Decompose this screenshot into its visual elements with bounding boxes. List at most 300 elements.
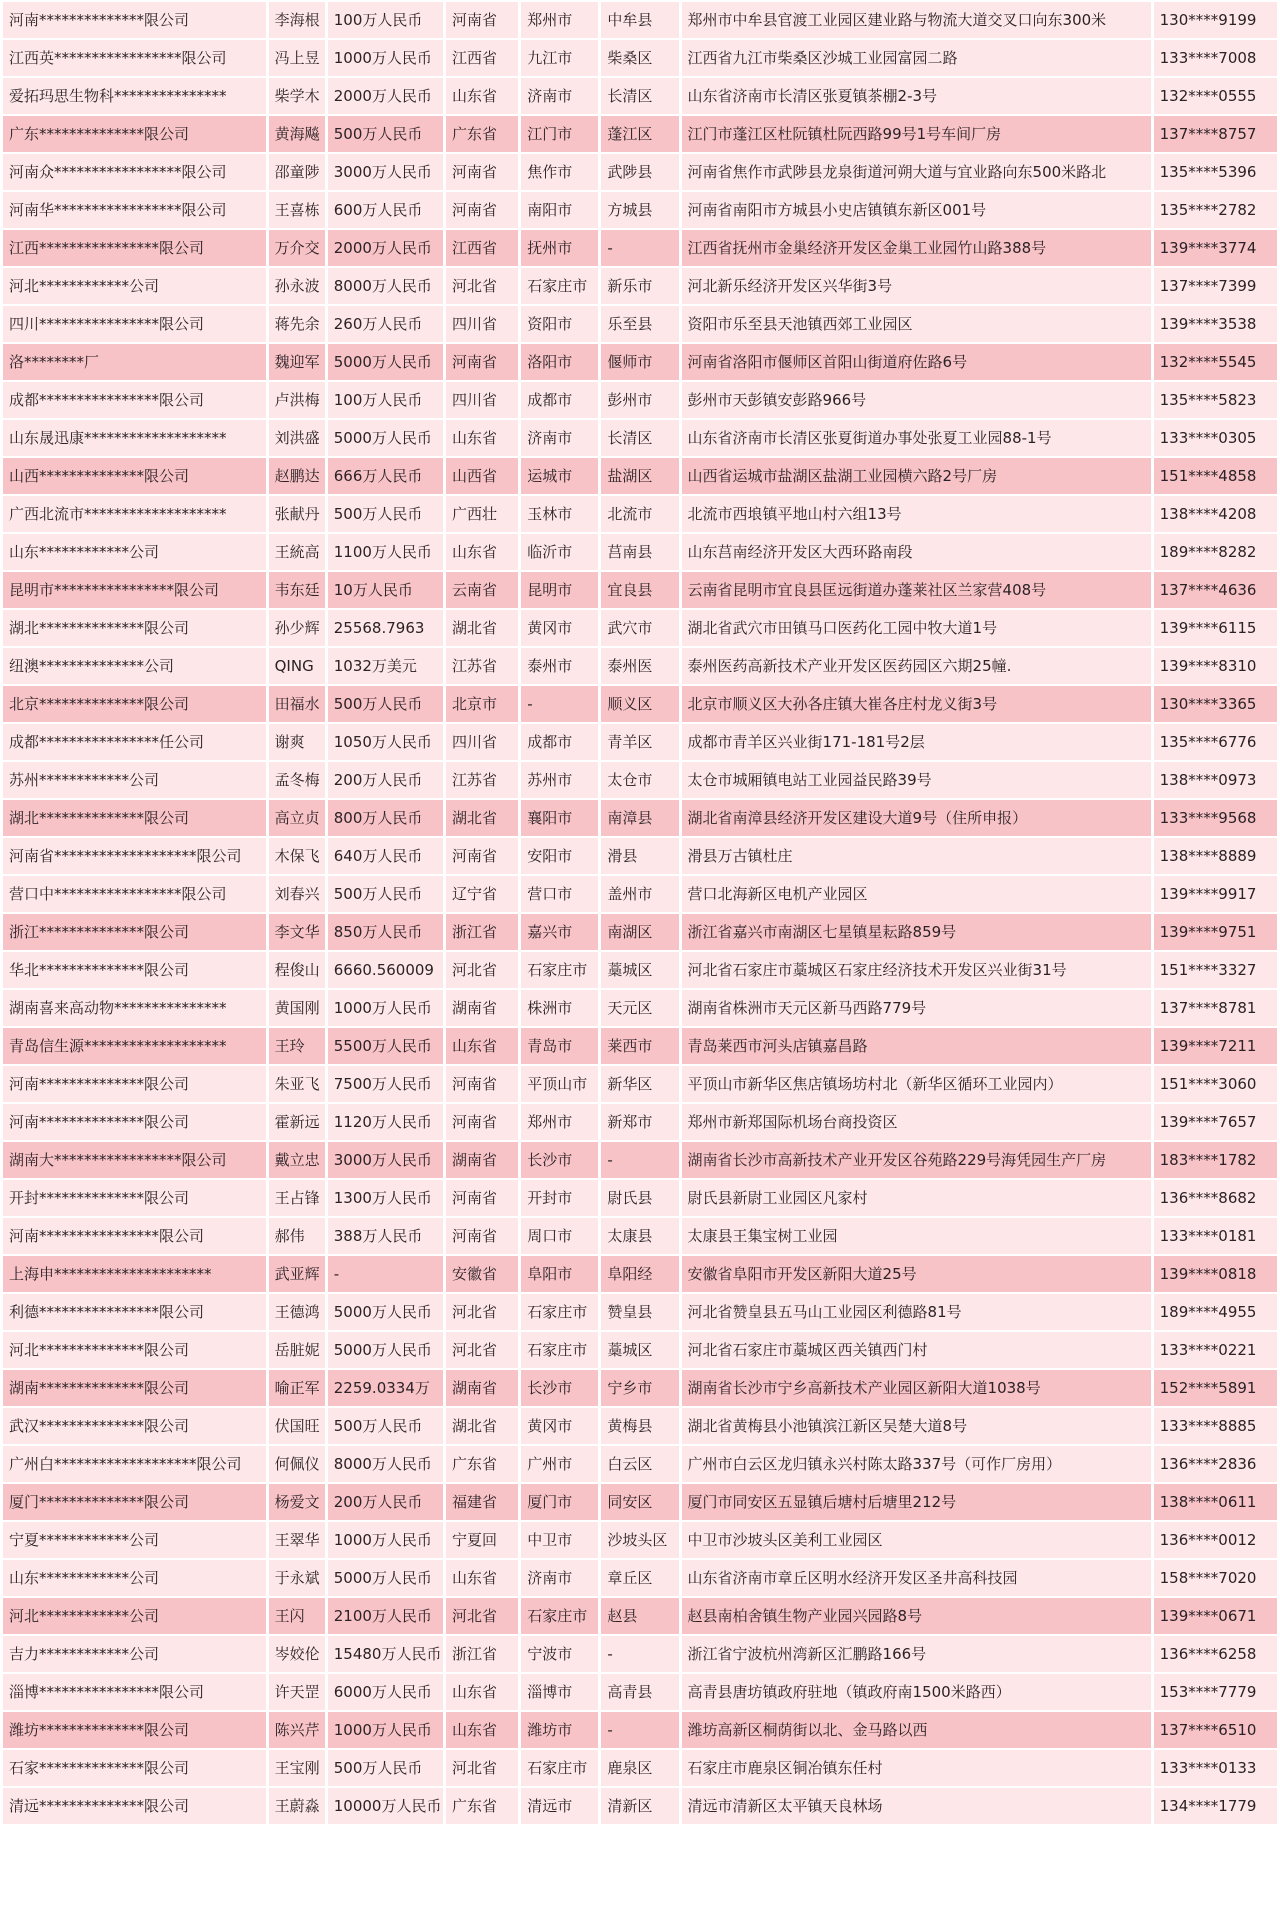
table-row xyxy=(3,686,1277,722)
table-row xyxy=(3,458,1277,494)
cell-registered-capital: 1050万人民币 xyxy=(328,724,443,760)
cell-province: 安徽省 xyxy=(446,1256,518,1292)
cell-registered-capital: 100万人民币 xyxy=(328,382,443,418)
cell-legal-person: 邵童陟 xyxy=(269,154,325,190)
cell-registered-capital: 5000万人民币 xyxy=(328,344,443,380)
cell-district: 宜良县 xyxy=(601,572,678,608)
cell-legal-person: 伏国旺 xyxy=(269,1408,325,1444)
cell-district: 偃师市 xyxy=(601,344,678,380)
cell-address: 北京市顺义区大孙各庄镇大崔各庄村龙义街3号 xyxy=(682,686,1151,722)
cell-company-name: 河北**************限公司 xyxy=(3,1332,266,1368)
cell-city: 淄博市 xyxy=(521,1674,598,1710)
cell-legal-person: 朱亚飞 xyxy=(269,1066,325,1102)
cell-address: 湖北省武穴市田镇马口医药化工园中牧大道1号 xyxy=(682,610,1151,646)
cell-city: 周口市 xyxy=(521,1218,598,1254)
cell-phone: 139****8310 xyxy=(1154,648,1277,684)
cell-company-name: 广西北流市******************* xyxy=(3,496,266,532)
table-row xyxy=(3,1142,1277,1178)
cell-city: 潍坊市 xyxy=(521,1712,598,1748)
cell-province: 山东省 xyxy=(446,1674,518,1710)
cell-province: 河南省 xyxy=(446,1218,518,1254)
cell-city: 长沙市 xyxy=(521,1142,598,1178)
cell-province: 湖南省 xyxy=(446,1142,518,1178)
cell-legal-person: 于永斌 xyxy=(269,1560,325,1596)
cell-province: 河北省 xyxy=(446,268,518,304)
cell-province: 湖北省 xyxy=(446,610,518,646)
cell-city: 抚州市 xyxy=(521,230,598,266)
cell-legal-person: 黄国刚 xyxy=(269,990,325,1026)
cell-registered-capital: - xyxy=(328,1256,443,1292)
cell-address: 厦门市同安区五显镇后塘村后塘里212号 xyxy=(682,1484,1151,1520)
cell-registered-capital: 5000万人民币 xyxy=(328,420,443,456)
cell-phone: 136****8682 xyxy=(1154,1180,1277,1216)
cell-legal-person: 王德鸿 xyxy=(269,1294,325,1330)
table-row xyxy=(3,496,1277,532)
cell-district: 尉氏县 xyxy=(601,1180,678,1216)
cell-legal-person: 王翠华 xyxy=(269,1522,325,1558)
cell-address: 平顶山市新华区焦店镇场坊村北（新华区循环工业园内） xyxy=(682,1066,1151,1102)
cell-city: 成都市 xyxy=(521,724,598,760)
cell-company-name: 湖北**************限公司 xyxy=(3,800,266,836)
cell-address: 湖南省长沙市宁乡高新技术产业园区新阳大道1038号 xyxy=(682,1370,1151,1406)
cell-registered-capital: 5500万人民币 xyxy=(328,1028,443,1064)
cell-province: 湖南省 xyxy=(446,990,518,1026)
cell-district: 彭州市 xyxy=(601,382,678,418)
cell-address: 滑县万古镇杜庄 xyxy=(682,838,1151,874)
cell-district: 南漳县 xyxy=(601,800,678,836)
cell-registered-capital: 1100万人民币 xyxy=(328,534,443,570)
cell-legal-person: 岳脏妮 xyxy=(269,1332,325,1368)
cell-phone: 183****1782 xyxy=(1154,1142,1277,1178)
cell-address: 山东省济南市章丘区明水经济开发区圣井高科技园 xyxy=(682,1560,1151,1596)
cell-phone: 139****9751 xyxy=(1154,914,1277,950)
cell-registered-capital: 200万人民币 xyxy=(328,1484,443,1520)
cell-company-name: 潍坊**************限公司 xyxy=(3,1712,266,1748)
table-row xyxy=(3,1674,1277,1710)
cell-phone: 137****7399 xyxy=(1154,268,1277,304)
cell-province: 山东省 xyxy=(446,1028,518,1064)
table-row xyxy=(3,1028,1277,1064)
cell-province: 江西省 xyxy=(446,40,518,76)
cell-legal-person: 魏迎军 xyxy=(269,344,325,380)
cell-province: 河北省 xyxy=(446,1332,518,1368)
cell-city: 南阳市 xyxy=(521,192,598,228)
cell-city: 九江市 xyxy=(521,40,598,76)
cell-address: 河北新乐经济开发区兴华街3号 xyxy=(682,268,1151,304)
cell-phone: 133****8885 xyxy=(1154,1408,1277,1444)
cell-registered-capital: 260万人民币 xyxy=(328,306,443,342)
table-row xyxy=(3,1636,1277,1672)
cell-company-name: 昆明市****************限公司 xyxy=(3,572,266,608)
cell-legal-person: 赵鹏达 xyxy=(269,458,325,494)
table-row xyxy=(3,762,1277,798)
cell-company-name: 浙江**************限公司 xyxy=(3,914,266,950)
cell-district: - xyxy=(601,230,678,266)
cell-legal-person: 木保飞 xyxy=(269,838,325,874)
cell-address: 北流市西埌镇平地山村六组13号 xyxy=(682,496,1151,532)
cell-registered-capital: 500万人民币 xyxy=(328,1750,443,1786)
cell-legal-person: 万介交 xyxy=(269,230,325,266)
cell-city: 济南市 xyxy=(521,78,598,114)
cell-province: 湖北省 xyxy=(446,1408,518,1444)
cell-phone: 189****4955 xyxy=(1154,1294,1277,1330)
cell-phone: 132****0555 xyxy=(1154,78,1277,114)
cell-phone: 135****2782 xyxy=(1154,192,1277,228)
cell-district: 武陟县 xyxy=(601,154,678,190)
cell-city: 青岛市 xyxy=(521,1028,598,1064)
cell-address: 湖北省黄梅县小池镇滨江新区吴楚大道8号 xyxy=(682,1408,1151,1444)
cell-legal-person: 韦东廷 xyxy=(269,572,325,608)
cell-phone: 135****5396 xyxy=(1154,154,1277,190)
cell-phone: 133****0181 xyxy=(1154,1218,1277,1254)
cell-city: 玉林市 xyxy=(521,496,598,532)
cell-province: 江苏省 xyxy=(446,648,518,684)
cell-district: 盖州市 xyxy=(601,876,678,912)
cell-legal-person: 戴立忠 xyxy=(269,1142,325,1178)
cell-legal-person: 杨爱文 xyxy=(269,1484,325,1520)
cell-address: 河北省赞皇县五马山工业园区利德路81号 xyxy=(682,1294,1151,1330)
cell-province: 浙江省 xyxy=(446,1636,518,1672)
cell-company-name: 成都****************任公司 xyxy=(3,724,266,760)
cell-province: 山东省 xyxy=(446,1560,518,1596)
cell-legal-person: 郝伟 xyxy=(269,1218,325,1254)
cell-district: 顺义区 xyxy=(601,686,678,722)
cell-phone: 139****0818 xyxy=(1154,1256,1277,1292)
cell-province: 四川省 xyxy=(446,724,518,760)
cell-legal-person: 李文华 xyxy=(269,914,325,950)
cell-phone: 137****4636 xyxy=(1154,572,1277,608)
table-row xyxy=(3,1066,1277,1102)
cell-legal-person: 陈兴芹 xyxy=(269,1712,325,1748)
cell-legal-person: 冯上昱 xyxy=(269,40,325,76)
cell-legal-person: 黄海飚 xyxy=(269,116,325,152)
cell-city: 石家庄市 xyxy=(521,952,598,988)
table-row xyxy=(3,230,1277,266)
cell-address: 江门市蓬江区杜阮镇杜阮西路99号1号车间厂房 xyxy=(682,116,1151,152)
cell-district: - xyxy=(601,1712,678,1748)
cell-city: 株洲市 xyxy=(521,990,598,1026)
cell-legal-person: 王喜栋 xyxy=(269,192,325,228)
cell-city: 临沂市 xyxy=(521,534,598,570)
cell-registered-capital: 2000万人民币 xyxy=(328,78,443,114)
cell-district: 太康县 xyxy=(601,1218,678,1254)
cell-phone: 138****8889 xyxy=(1154,838,1277,874)
cell-company-name: 厦门**************限公司 xyxy=(3,1484,266,1520)
cell-city: 资阳市 xyxy=(521,306,598,342)
cell-province: 辽宁省 xyxy=(446,876,518,912)
cell-province: 山东省 xyxy=(446,78,518,114)
cell-phone: 152****5891 xyxy=(1154,1370,1277,1406)
cell-phone: 151****4858 xyxy=(1154,458,1277,494)
cell-province: 河南省 xyxy=(446,192,518,228)
cell-address: 尉氏县新尉工业园区凡家村 xyxy=(682,1180,1151,1216)
cell-phone: 158****7020 xyxy=(1154,1560,1277,1596)
table-row xyxy=(3,268,1277,304)
cell-city: 长沙市 xyxy=(521,1370,598,1406)
cell-legal-person: 孟冬梅 xyxy=(269,762,325,798)
cell-company-name: 河南省*******************限公司 xyxy=(3,838,266,874)
cell-registered-capital: 500万人民币 xyxy=(328,496,443,532)
cell-legal-person: 柴学木 xyxy=(269,78,325,114)
cell-registered-capital: 850万人民币 xyxy=(328,914,443,950)
table-row xyxy=(3,1218,1277,1254)
cell-city: 济南市 xyxy=(521,1560,598,1596)
cell-registered-capital: 7500万人民币 xyxy=(328,1066,443,1102)
cell-province: 山西省 xyxy=(446,458,518,494)
table-row xyxy=(3,724,1277,760)
cell-province: 江苏省 xyxy=(446,762,518,798)
cell-district: 赵县 xyxy=(601,1598,678,1634)
cell-phone: 136****6258 xyxy=(1154,1636,1277,1672)
cell-registered-capital: 500万人民币 xyxy=(328,1408,443,1444)
cell-phone: 133****7008 xyxy=(1154,40,1277,76)
cell-district: 乐至县 xyxy=(601,306,678,342)
cell-legal-person: 刘洪盛 xyxy=(269,420,325,456)
table-row xyxy=(3,116,1277,152)
cell-city: 石家庄市 xyxy=(521,1598,598,1634)
cell-address: 郑州市中牟县官渡工业园区建业路与物流大道交叉口向东300米 xyxy=(682,2,1151,38)
cell-company-name: 开封**************限公司 xyxy=(3,1180,266,1216)
cell-phone: 137****8781 xyxy=(1154,990,1277,1026)
cell-city: 郑州市 xyxy=(521,2,598,38)
cell-registered-capital: 500万人民币 xyxy=(328,686,443,722)
cell-city: 安阳市 xyxy=(521,838,598,874)
cell-address: 河南省南阳市方城县小史店镇镇东新区001号 xyxy=(682,192,1151,228)
cell-address: 太仓市城厢镇电站工业园益民路39号 xyxy=(682,762,1151,798)
table-row xyxy=(3,1370,1277,1406)
cell-phone: 130****3365 xyxy=(1154,686,1277,722)
cell-address: 太康县王集宝树工业园 xyxy=(682,1218,1151,1254)
cell-city: 广州市 xyxy=(521,1446,598,1482)
cell-company-name: 华北**************限公司 xyxy=(3,952,266,988)
table-row xyxy=(3,1180,1277,1216)
cell-province: 湖南省 xyxy=(446,1370,518,1406)
cell-city: 济南市 xyxy=(521,420,598,456)
cell-registered-capital: 3000万人民币 xyxy=(328,1142,443,1178)
cell-city: 运城市 xyxy=(521,458,598,494)
cell-city: 中卫市 xyxy=(521,1522,598,1558)
cell-district: 赞皇县 xyxy=(601,1294,678,1330)
cell-registered-capital: 200万人民币 xyxy=(328,762,443,798)
cell-address: 泰州医药高新技术产业开发区医药园区六期25幢. xyxy=(682,648,1151,684)
cell-district: 宁乡市 xyxy=(601,1370,678,1406)
cell-phone: 133****0133 xyxy=(1154,1750,1277,1786)
table-row xyxy=(3,1522,1277,1558)
cell-city: 成都市 xyxy=(521,382,598,418)
cell-registered-capital: 6660.560009 xyxy=(328,952,443,988)
cell-province: 广西壮 xyxy=(446,496,518,532)
cell-company-name: 湖北**************限公司 xyxy=(3,610,266,646)
table-row xyxy=(3,1332,1277,1368)
cell-registered-capital: 5000万人民币 xyxy=(328,1332,443,1368)
table-row xyxy=(3,306,1277,342)
cell-address: 石家庄市鹿泉区铜冶镇东任村 xyxy=(682,1750,1151,1786)
cell-legal-person: 程俊山 xyxy=(269,952,325,988)
cell-district: 南湖区 xyxy=(601,914,678,950)
cell-city: 石家庄市 xyxy=(521,1332,598,1368)
table-row xyxy=(3,1104,1277,1140)
cell-district: 青羊区 xyxy=(601,724,678,760)
cell-phone: 138****0611 xyxy=(1154,1484,1277,1520)
cell-address: 成都市青羊区兴业街171-181号2层 xyxy=(682,724,1151,760)
cell-registered-capital: 25568.7963 xyxy=(328,610,443,646)
cell-address: 彭州市天彭镇安彭路966号 xyxy=(682,382,1151,418)
cell-company-name: 四川****************限公司 xyxy=(3,306,266,342)
cell-province: 云南省 xyxy=(446,572,518,608)
cell-legal-person: 孙永波 xyxy=(269,268,325,304)
cell-address: 湖南省株洲市天元区新马西路779号 xyxy=(682,990,1151,1026)
cell-company-name: 山东晟迅康******************* xyxy=(3,420,266,456)
cell-city: 石家庄市 xyxy=(521,1750,598,1786)
cell-province: 河南省 xyxy=(446,154,518,190)
cell-phone: 134****1779 xyxy=(1154,1788,1277,1824)
cell-province: 河南省 xyxy=(446,344,518,380)
cell-registered-capital: 1000万人民币 xyxy=(328,40,443,76)
cell-legal-person: 刘春兴 xyxy=(269,876,325,912)
cell-company-name: 爱拓玛思生物科*************** xyxy=(3,78,266,114)
cell-district: 新郑市 xyxy=(601,1104,678,1140)
cell-registered-capital: 600万人民币 xyxy=(328,192,443,228)
table-row xyxy=(3,344,1277,380)
cell-company-name: 成都****************限公司 xyxy=(3,382,266,418)
cell-address: 河南省焦作市武陟县龙泉街道河朔大道与宜业路向东500米路北 xyxy=(682,154,1151,190)
cell-company-name: 江西英*****************限公司 xyxy=(3,40,266,76)
cell-province: 北京市 xyxy=(446,686,518,722)
cell-address: 赵县南柏舍镇生物产业园兴园路8号 xyxy=(682,1598,1151,1634)
cell-city: 黄冈市 xyxy=(521,610,598,646)
table-row xyxy=(3,154,1277,190)
cell-legal-person: 许天罡 xyxy=(269,1674,325,1710)
cell-company-name: 河南**************限公司 xyxy=(3,1066,266,1102)
cell-address: 浙江省嘉兴市南湖区七星镇星耘路859号 xyxy=(682,914,1151,950)
cell-phone: 153****7779 xyxy=(1154,1674,1277,1710)
cell-district: 莒南县 xyxy=(601,534,678,570)
cell-district: 鹿泉区 xyxy=(601,1750,678,1786)
table-row xyxy=(3,1256,1277,1292)
cell-district: 长清区 xyxy=(601,78,678,114)
cell-legal-person: 霍新远 xyxy=(269,1104,325,1140)
cell-legal-person: 武亚辉 xyxy=(269,1256,325,1292)
cell-company-name: 宁夏************公司 xyxy=(3,1522,266,1558)
cell-city: 泰州市 xyxy=(521,648,598,684)
cell-province: 宁夏回 xyxy=(446,1522,518,1558)
cell-company-name: 营口中*****************限公司 xyxy=(3,876,266,912)
cell-district: - xyxy=(601,1142,678,1178)
cell-city: 阜阳市 xyxy=(521,1256,598,1292)
cell-city: 石家庄市 xyxy=(521,268,598,304)
cell-phone: 136****0012 xyxy=(1154,1522,1277,1558)
cell-address: 资阳市乐至县天池镇西郊工业园区 xyxy=(682,306,1151,342)
cell-registered-capital: 2259.0334万 xyxy=(328,1370,443,1406)
cell-company-name: 湖南大*****************限公司 xyxy=(3,1142,266,1178)
cell-legal-person: 何佩仪 xyxy=(269,1446,325,1482)
cell-province: 河北省 xyxy=(446,1750,518,1786)
cell-phone: 137****8757 xyxy=(1154,116,1277,152)
cell-address: 山东省济南市长清区张夏镇茶棚2-3号 xyxy=(682,78,1151,114)
table-row xyxy=(3,420,1277,456)
cell-district: 柴桑区 xyxy=(601,40,678,76)
cell-registered-capital: 15480万人民币 xyxy=(328,1636,443,1672)
cell-province: 四川省 xyxy=(446,382,518,418)
cell-district: - xyxy=(601,1636,678,1672)
cell-registered-capital: 666万人民币 xyxy=(328,458,443,494)
table-row xyxy=(3,1408,1277,1444)
cell-province: 福建省 xyxy=(446,1484,518,1520)
cell-district: 滑县 xyxy=(601,838,678,874)
cell-district: 泰州医 xyxy=(601,648,678,684)
cell-legal-person: 高立贞 xyxy=(269,800,325,836)
cell-address: 高青县唐坊镇政府驻地（镇政府南1500米路西） xyxy=(682,1674,1151,1710)
cell-company-name: 石家**************限公司 xyxy=(3,1750,266,1786)
cell-registered-capital: 1000万人民币 xyxy=(328,990,443,1026)
cell-company-name: 淄博****************限公司 xyxy=(3,1674,266,1710)
cell-address: 广州市白云区龙归镇永兴村陈太路337号（可作厂房用） xyxy=(682,1446,1151,1482)
table-row xyxy=(3,78,1277,114)
cell-company-name: 清远**************限公司 xyxy=(3,1788,266,1824)
cell-district: 白云区 xyxy=(601,1446,678,1482)
cell-province: 四川省 xyxy=(446,306,518,342)
cell-registered-capital: 500万人民币 xyxy=(328,116,443,152)
cell-legal-person: 王蔚淼 xyxy=(269,1788,325,1824)
table-row xyxy=(3,648,1277,684)
cell-district: 章丘区 xyxy=(601,1560,678,1596)
cell-city: 营口市 xyxy=(521,876,598,912)
cell-district: 蓬江区 xyxy=(601,116,678,152)
cell-phone: 139****7657 xyxy=(1154,1104,1277,1140)
cell-company-name: 广州白*******************限公司 xyxy=(3,1446,266,1482)
cell-district: 武穴市 xyxy=(601,610,678,646)
cell-legal-person: 王玲 xyxy=(269,1028,325,1064)
cell-province: 河北省 xyxy=(446,1598,518,1634)
cell-province: 河北省 xyxy=(446,1294,518,1330)
cell-registered-capital: 2000万人民币 xyxy=(328,230,443,266)
cell-address: 郑州市新郑国际机场台商投资区 xyxy=(682,1104,1151,1140)
cell-address: 云南省昆明市宜良县匡远街道办蓬莱社区兰家营408号 xyxy=(682,572,1151,608)
cell-registered-capital: 1120万人民币 xyxy=(328,1104,443,1140)
cell-province: 山东省 xyxy=(446,420,518,456)
cell-city: 郑州市 xyxy=(521,1104,598,1140)
cell-district: 莱西市 xyxy=(601,1028,678,1064)
cell-phone: 139****7211 xyxy=(1154,1028,1277,1064)
cell-city: 厦门市 xyxy=(521,1484,598,1520)
cell-legal-person: 孙少辉 xyxy=(269,610,325,646)
cell-address: 山东莒南经济开发区大西环路南段 xyxy=(682,534,1151,570)
cell-registered-capital: 5000万人民币 xyxy=(328,1560,443,1596)
cell-address: 安徽省阜阳市开发区新阳大道25号 xyxy=(682,1256,1151,1292)
cell-phone: 132****5545 xyxy=(1154,344,1277,380)
cell-province: 河南省 xyxy=(446,2,518,38)
cell-company-name: 河南****************限公司 xyxy=(3,1218,266,1254)
cell-registered-capital: 5000万人民币 xyxy=(328,1294,443,1330)
cell-legal-person: 谢爽 xyxy=(269,724,325,760)
cell-address: 山东省济南市长清区张夏街道办事处张夏工业园88-1号 xyxy=(682,420,1151,456)
cell-province: 广东省 xyxy=(446,1788,518,1824)
cell-registered-capital: 640万人民币 xyxy=(328,838,443,874)
cell-province: 山东省 xyxy=(446,1712,518,1748)
cell-district: 藁城区 xyxy=(601,1332,678,1368)
cell-legal-person: 王宝刚 xyxy=(269,1750,325,1786)
cell-phone: 139****0671 xyxy=(1154,1598,1277,1634)
cell-legal-person: 田福水 xyxy=(269,686,325,722)
table-row xyxy=(3,610,1277,646)
cell-province: 河南省 xyxy=(446,838,518,874)
cell-district: 清新区 xyxy=(601,1788,678,1824)
cell-phone: 130****9199 xyxy=(1154,2,1277,38)
table-row xyxy=(3,838,1277,874)
cell-company-name: 苏州************公司 xyxy=(3,762,266,798)
cell-phone: 151****3060 xyxy=(1154,1066,1277,1102)
cell-province: 广东省 xyxy=(446,1446,518,1482)
